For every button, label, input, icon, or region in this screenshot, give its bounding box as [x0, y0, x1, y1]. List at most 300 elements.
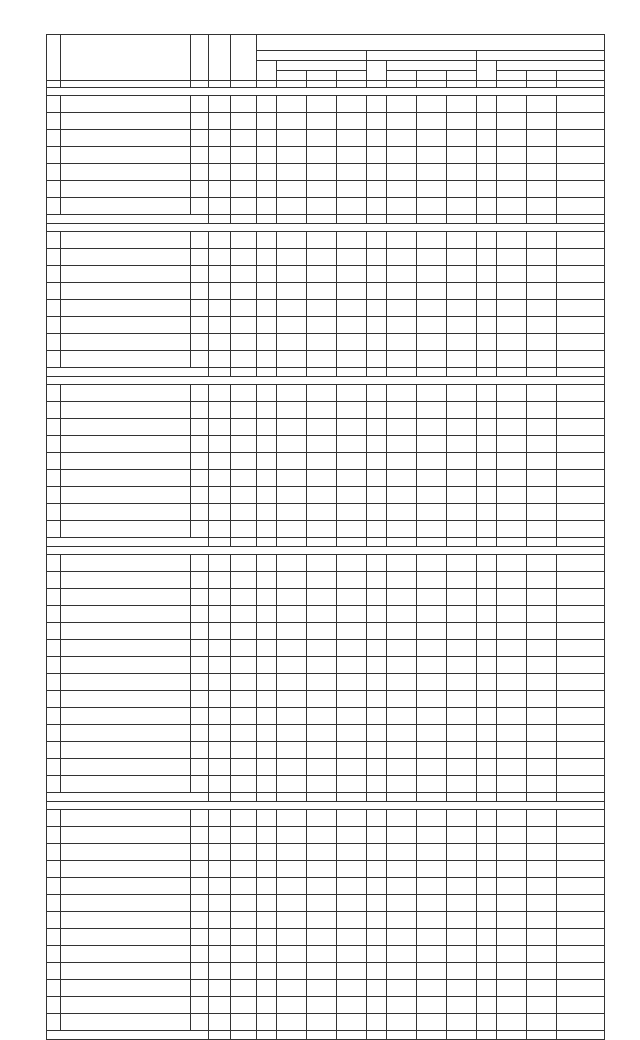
table-cell	[231, 997, 257, 1014]
table-cell	[257, 385, 277, 402]
road-object-row	[47, 725, 605, 742]
table-cell	[557, 198, 605, 215]
table-cell	[417, 453, 447, 470]
road-object-row	[47, 827, 605, 844]
table-cell	[447, 351, 477, 368]
table-cell	[557, 419, 605, 436]
table-cell	[497, 606, 527, 623]
header-num	[47, 35, 61, 81]
table-cell	[191, 249, 209, 266]
column-index-cell	[367, 81, 387, 88]
table-cell	[209, 130, 231, 147]
table-cell	[61, 878, 191, 895]
table-cell	[61, 827, 191, 844]
table-cell	[497, 334, 527, 351]
road-object-row	[47, 317, 605, 334]
table-cell	[61, 351, 191, 368]
table-cell	[231, 980, 257, 997]
road-object-row	[47, 436, 605, 453]
table-cell	[367, 283, 387, 300]
table-cell	[387, 521, 417, 538]
table-cell	[387, 691, 417, 708]
column-index-cell	[527, 81, 557, 88]
table-cell	[417, 521, 447, 538]
table-cell	[367, 419, 387, 436]
table-cell	[477, 640, 497, 657]
table-cell	[527, 130, 557, 147]
table-cell	[477, 708, 497, 725]
table-cell	[47, 759, 61, 776]
table-cell	[337, 487, 367, 504]
table-cell	[61, 385, 191, 402]
table-cell	[209, 181, 231, 198]
table-cell	[209, 691, 231, 708]
table-cell	[257, 419, 277, 436]
table-cell	[527, 96, 557, 113]
table-cell	[417, 708, 447, 725]
table-cell	[307, 810, 337, 827]
district-section-title	[47, 802, 605, 810]
table-cell	[307, 861, 337, 878]
table-cell	[497, 198, 527, 215]
table-cell	[231, 334, 257, 351]
table-cell	[417, 215, 447, 224]
table-cell	[337, 249, 367, 266]
table-cell	[277, 708, 307, 725]
table-cell	[191, 385, 209, 402]
table-cell	[447, 878, 477, 895]
table-cell	[557, 606, 605, 623]
table-cell	[231, 300, 257, 317]
table-cell	[497, 589, 527, 606]
table-cell	[61, 300, 191, 317]
road-object-row	[47, 929, 605, 946]
table-cell	[231, 436, 257, 453]
table-cell	[387, 810, 417, 827]
table-cell	[387, 742, 417, 759]
table-cell	[209, 198, 231, 215]
table-cell	[257, 249, 277, 266]
table-cell	[307, 878, 337, 895]
road-object-row	[47, 164, 605, 181]
table-cell	[477, 844, 497, 861]
table-cell	[477, 351, 497, 368]
table-cell	[477, 300, 497, 317]
table-cell	[209, 453, 231, 470]
table-cell	[387, 1014, 417, 1031]
table-cell	[337, 623, 367, 640]
table-cell	[337, 963, 367, 980]
table-cell	[557, 368, 605, 377]
table-cell	[417, 96, 447, 113]
table-cell	[477, 385, 497, 402]
table-cell	[447, 266, 477, 283]
table-cell	[477, 181, 497, 198]
table-cell	[367, 232, 387, 249]
table-cell	[277, 368, 307, 377]
table-cell	[337, 164, 367, 181]
table-cell	[191, 402, 209, 419]
road-object-row	[47, 130, 605, 147]
table-cell	[307, 130, 337, 147]
table-cell	[477, 742, 497, 759]
table-cell	[447, 691, 477, 708]
table-cell	[277, 912, 307, 929]
table-cell	[497, 232, 527, 249]
district-total-row	[47, 368, 605, 377]
table-cell	[337, 674, 367, 691]
header-year-2	[367, 51, 477, 61]
table-cell	[497, 130, 527, 147]
table-cell	[209, 164, 231, 181]
table-cell	[527, 793, 557, 802]
table-cell	[477, 130, 497, 147]
table-cell	[367, 300, 387, 317]
table-cell	[277, 555, 307, 572]
table-cell	[307, 555, 337, 572]
table-cell	[61, 521, 191, 538]
table-cell	[307, 249, 337, 266]
table-cell	[417, 589, 447, 606]
table-cell	[231, 657, 257, 674]
table-cell	[387, 504, 417, 521]
table-cell	[447, 589, 477, 606]
table-cell	[307, 844, 337, 861]
table-cell	[387, 725, 417, 742]
table-cell	[231, 759, 257, 776]
table-cell	[367, 929, 387, 946]
table-cell	[209, 283, 231, 300]
table-cell	[191, 725, 209, 742]
table-cell	[61, 895, 191, 912]
table-cell	[47, 742, 61, 759]
table-cell	[557, 674, 605, 691]
table-cell	[209, 827, 231, 844]
table-cell	[277, 895, 307, 912]
table-cell	[231, 164, 257, 181]
table-cell	[497, 402, 527, 419]
table-cell	[277, 844, 307, 861]
table-cell	[337, 572, 367, 589]
table-cell	[527, 895, 557, 912]
table-cell	[307, 232, 337, 249]
table-cell	[477, 538, 497, 547]
table-cell	[417, 487, 447, 504]
table-cell	[477, 674, 497, 691]
table-cell	[257, 861, 277, 878]
table-cell	[387, 674, 417, 691]
table-cell	[209, 249, 231, 266]
table-cell	[387, 453, 417, 470]
table-cell	[497, 572, 527, 589]
road-object-row	[47, 504, 605, 521]
table-cell	[47, 334, 61, 351]
table-cell	[209, 470, 231, 487]
table-cell	[497, 300, 527, 317]
table-cell	[307, 827, 337, 844]
table-cell	[191, 963, 209, 980]
table-cell	[497, 436, 527, 453]
table-cell	[417, 198, 447, 215]
table-cell	[527, 232, 557, 249]
table-cell	[367, 878, 387, 895]
table-cell	[417, 742, 447, 759]
road-object-row	[47, 963, 605, 980]
table-cell	[497, 776, 527, 793]
table-cell	[307, 776, 337, 793]
table-cell	[277, 572, 307, 589]
table-cell	[231, 725, 257, 742]
district-total-label	[47, 793, 209, 802]
table-cell	[307, 589, 337, 606]
table-cell	[61, 963, 191, 980]
table-cell	[527, 912, 557, 929]
table-cell	[477, 147, 497, 164]
table-cell	[277, 351, 307, 368]
table-cell	[277, 759, 307, 776]
table-cell	[257, 317, 277, 334]
table-cell	[307, 572, 337, 589]
table-cell	[447, 164, 477, 181]
table-cell	[477, 453, 497, 470]
table-cell	[257, 895, 277, 912]
table-cell	[277, 96, 307, 113]
road-object-row	[47, 96, 605, 113]
table-cell	[367, 861, 387, 878]
table-cell	[557, 776, 605, 793]
district-total-label	[47, 538, 209, 547]
table-cell	[231, 929, 257, 946]
table-cell	[387, 589, 417, 606]
table-cell	[497, 419, 527, 436]
table-cell	[231, 827, 257, 844]
table-cell	[47, 113, 61, 130]
table-cell	[47, 878, 61, 895]
table-cell	[387, 164, 417, 181]
road-object-row	[47, 470, 605, 487]
table-cell	[257, 198, 277, 215]
column-index-cell	[191, 81, 209, 88]
table-cell	[191, 113, 209, 130]
table-cell	[191, 980, 209, 997]
table-cell	[527, 946, 557, 963]
table-cell	[277, 436, 307, 453]
table-cell	[209, 521, 231, 538]
table-cell	[231, 878, 257, 895]
table-cell	[527, 691, 557, 708]
table-cell	[527, 776, 557, 793]
table-cell	[47, 96, 61, 113]
funding-table-wrapper	[46, 34, 604, 884]
table-cell	[527, 929, 557, 946]
table-cell	[447, 487, 477, 504]
table-cell	[191, 623, 209, 640]
column-index-cell	[497, 81, 527, 88]
table-cell	[367, 708, 387, 725]
table-cell	[209, 810, 231, 827]
table-cell	[337, 385, 367, 402]
column-index-cell	[417, 81, 447, 88]
table-cell	[231, 640, 257, 657]
table-cell	[367, 980, 387, 997]
table-cell	[337, 351, 367, 368]
header-km	[367, 61, 387, 81]
table-cell	[307, 147, 337, 164]
table-cell	[257, 844, 277, 861]
table-cell	[477, 334, 497, 351]
table-cell	[337, 844, 367, 861]
table-cell	[337, 368, 367, 377]
table-cell	[557, 844, 605, 861]
table-cell	[477, 266, 497, 283]
table-cell	[387, 334, 417, 351]
table-cell	[191, 351, 209, 368]
table-cell	[447, 946, 477, 963]
table-cell	[47, 487, 61, 504]
table-cell	[387, 844, 417, 861]
table-cell	[447, 368, 477, 377]
table-cell	[277, 249, 307, 266]
table-cell	[307, 708, 337, 725]
table-cell	[337, 402, 367, 419]
table-cell	[527, 317, 557, 334]
table-cell	[387, 657, 417, 674]
table-cell	[527, 538, 557, 547]
table-cell	[557, 946, 605, 963]
table-cell	[557, 878, 605, 895]
table-cell	[191, 759, 209, 776]
table-cell	[367, 997, 387, 1014]
table-cell	[387, 776, 417, 793]
table-cell	[417, 130, 447, 147]
table-cell	[231, 249, 257, 266]
column-index-cell	[447, 81, 477, 88]
table-cell	[557, 623, 605, 640]
table-cell	[307, 385, 337, 402]
table-cell	[47, 844, 61, 861]
table-cell	[447, 402, 477, 419]
table-cell	[497, 487, 527, 504]
table-cell	[61, 929, 191, 946]
table-cell	[367, 946, 387, 963]
table-cell	[191, 181, 209, 198]
table-cell	[387, 113, 417, 130]
table-cell	[527, 504, 557, 521]
table-cell	[257, 572, 277, 589]
table-cell	[209, 946, 231, 963]
table-cell	[497, 691, 527, 708]
table-cell	[417, 368, 447, 377]
table-cell	[417, 929, 447, 946]
table-cell	[191, 912, 209, 929]
table-cell	[387, 929, 417, 946]
table-cell	[61, 198, 191, 215]
table-cell	[209, 504, 231, 521]
table-cell	[47, 351, 61, 368]
table-cell	[209, 895, 231, 912]
table-cell	[337, 606, 367, 623]
table-cell	[47, 555, 61, 572]
table-cell	[367, 623, 387, 640]
table-cell	[191, 895, 209, 912]
table-cell	[191, 844, 209, 861]
table-cell	[277, 334, 307, 351]
column-index-cell	[387, 81, 417, 88]
table-cell	[277, 113, 307, 130]
table-cell	[557, 572, 605, 589]
table-cell	[417, 538, 447, 547]
road-object-row	[47, 334, 605, 351]
table-cell	[337, 657, 367, 674]
table-cell	[557, 963, 605, 980]
district-total-label	[47, 1031, 209, 1040]
table-cell	[497, 181, 527, 198]
table-cell	[61, 776, 191, 793]
district-section-title	[47, 547, 605, 555]
table-cell	[277, 810, 307, 827]
table-cell	[417, 1014, 447, 1031]
table-cell	[527, 147, 557, 164]
table-cell	[557, 640, 605, 657]
table-cell	[257, 351, 277, 368]
header-regional	[307, 71, 337, 81]
table-cell	[497, 385, 527, 402]
table-cell	[527, 759, 557, 776]
table-cell	[387, 283, 417, 300]
district-total-row	[47, 538, 605, 547]
table-cell	[387, 861, 417, 878]
table-cell	[557, 300, 605, 317]
table-cell	[307, 606, 337, 623]
table-cell	[557, 402, 605, 419]
table-cell	[497, 742, 527, 759]
header-total	[497, 71, 527, 81]
table-cell	[417, 113, 447, 130]
table-cell	[367, 742, 387, 759]
table-cell	[277, 130, 307, 147]
table-cell	[557, 997, 605, 1014]
table-cell	[367, 691, 387, 708]
table-cell	[527, 1031, 557, 1040]
table-cell	[387, 708, 417, 725]
table-cell	[387, 96, 417, 113]
table-cell	[257, 453, 277, 470]
table-cell	[47, 725, 61, 742]
table-cell	[527, 419, 557, 436]
table-cell	[447, 742, 477, 759]
table-cell	[447, 997, 477, 1014]
table-cell	[307, 623, 337, 640]
table-cell	[191, 878, 209, 895]
table-cell	[209, 793, 231, 802]
table-cell	[387, 249, 417, 266]
table-cell	[277, 419, 307, 436]
table-cell	[557, 351, 605, 368]
table-cell	[231, 963, 257, 980]
table-cell	[557, 96, 605, 113]
table-cell	[231, 912, 257, 929]
table-cell	[47, 997, 61, 1014]
table-cell	[367, 912, 387, 929]
column-index-cell	[477, 81, 497, 88]
table-cell	[417, 402, 447, 419]
table-cell	[191, 827, 209, 844]
header-year-1	[257, 51, 367, 61]
district-total-label	[47, 215, 209, 224]
table-cell	[257, 402, 277, 419]
table-cell	[307, 215, 337, 224]
table-cell	[47, 249, 61, 266]
